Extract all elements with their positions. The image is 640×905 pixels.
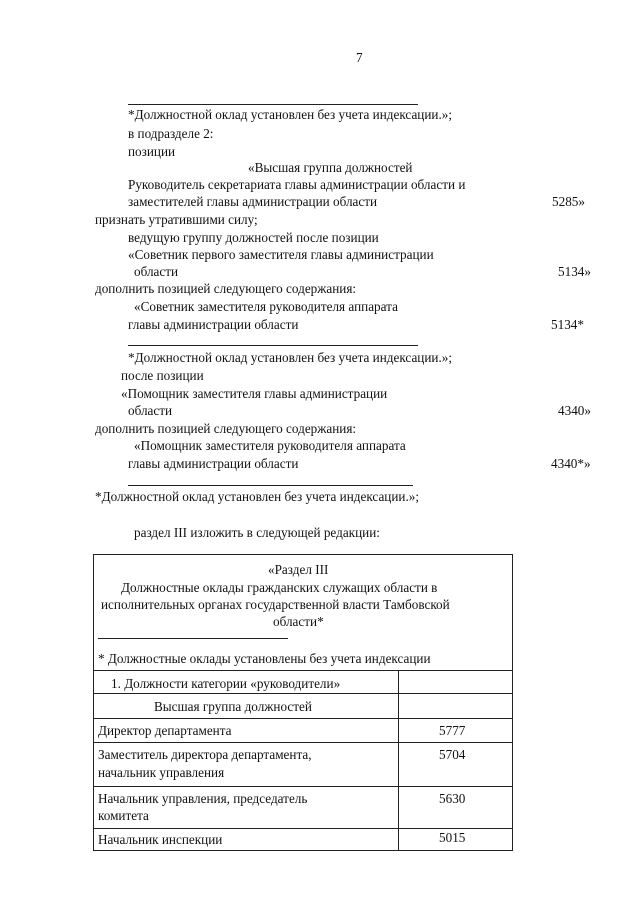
salary-value: 5134* (551, 317, 584, 332)
invalidate-text: признать утратившими силу; (95, 212, 258, 227)
position-line: главы администрации области (128, 317, 299, 332)
salary-value: 4340*» (551, 456, 591, 471)
table-row-value: 5704 (439, 747, 466, 762)
position-line: «Советник первого заместителя главы администрации (128, 247, 434, 262)
section-intro-text: раздел III изложить в следующей редакции: (134, 525, 380, 540)
position-line: области (134, 264, 179, 279)
row-divider (94, 693, 512, 694)
row-divider (94, 828, 512, 829)
after-position-text: после позиции (121, 368, 204, 383)
group-title: «Высшая группа должностей (248, 160, 413, 175)
supplement-text: дополнить позицией следующего содержания: (95, 281, 357, 296)
row-divider (94, 742, 512, 743)
category-header: 1. Должности категории «руководители» (111, 676, 341, 691)
position-line: «Советник заместителя руководителя аппарата (134, 299, 398, 314)
position-line: «Помощник заместителя главы администрации (121, 386, 388, 401)
table-row-name: Начальник инспекции (98, 832, 223, 847)
table-row-value: 5630 (439, 791, 466, 806)
footnote-rule (128, 485, 413, 486)
footnote-text: *Должностной оклад установлен без учета индексации.»; (95, 489, 420, 504)
salary-value: 5285» (552, 194, 585, 209)
positions-text: позиции (128, 144, 176, 159)
salary-value: 5134» (558, 264, 591, 279)
row-divider (94, 786, 512, 787)
footnote-text: *Должностной оклад установлен без учета индексации.»; (128, 350, 453, 365)
position-line: области (128, 403, 173, 418)
table-row-name: Заместитель директора департамента, (98, 747, 312, 762)
table-title: «Раздел III (268, 562, 329, 577)
column-divider (398, 670, 399, 850)
page-number: 7 (356, 50, 363, 65)
table-footnote-rule (98, 638, 288, 639)
table-row-name: начальник управления (98, 765, 225, 780)
position-line: Руководитель секретариата главы администрации области и (128, 177, 466, 192)
table-title: области* (273, 614, 324, 629)
footnote-text: *Должностной оклад установлен без учета индексации.»; (128, 107, 453, 122)
row-divider (94, 670, 512, 671)
salary-value: 4340» (558, 403, 591, 418)
table-row-name: Начальник управления, председатель (98, 791, 308, 806)
supplement-text: дополнить позицией следующего содержания: (95, 421, 357, 436)
table-row-name: комитета (98, 808, 149, 823)
salary-table (93, 554, 513, 851)
group-header: Высшая группа должностей (154, 699, 312, 714)
footnote-rule (128, 345, 418, 346)
lead-group-text: ведущую группу должностей после позиции (128, 230, 379, 245)
table-title: Должностные оклады гражданских служащих области в (121, 580, 438, 595)
table-row-value: 5777 (439, 723, 466, 738)
position-line: «Помощник заместителя руководителя аппарата (134, 438, 406, 453)
row-divider (94, 718, 512, 719)
subsection-text: в подразделе 2: (128, 126, 214, 141)
table-row-name: Директор департамента (98, 723, 232, 738)
footnote-rule (128, 104, 418, 105)
table-footnote: * Должностные оклады установлены без учета индексации (98, 651, 431, 666)
position-line: заместителей главы администрации области (128, 194, 378, 209)
table-title: исполнительных органах государственной власти Тамбовской (101, 597, 450, 612)
table-row-value: 5015 (439, 830, 466, 845)
position-line: главы администрации области (128, 456, 299, 471)
